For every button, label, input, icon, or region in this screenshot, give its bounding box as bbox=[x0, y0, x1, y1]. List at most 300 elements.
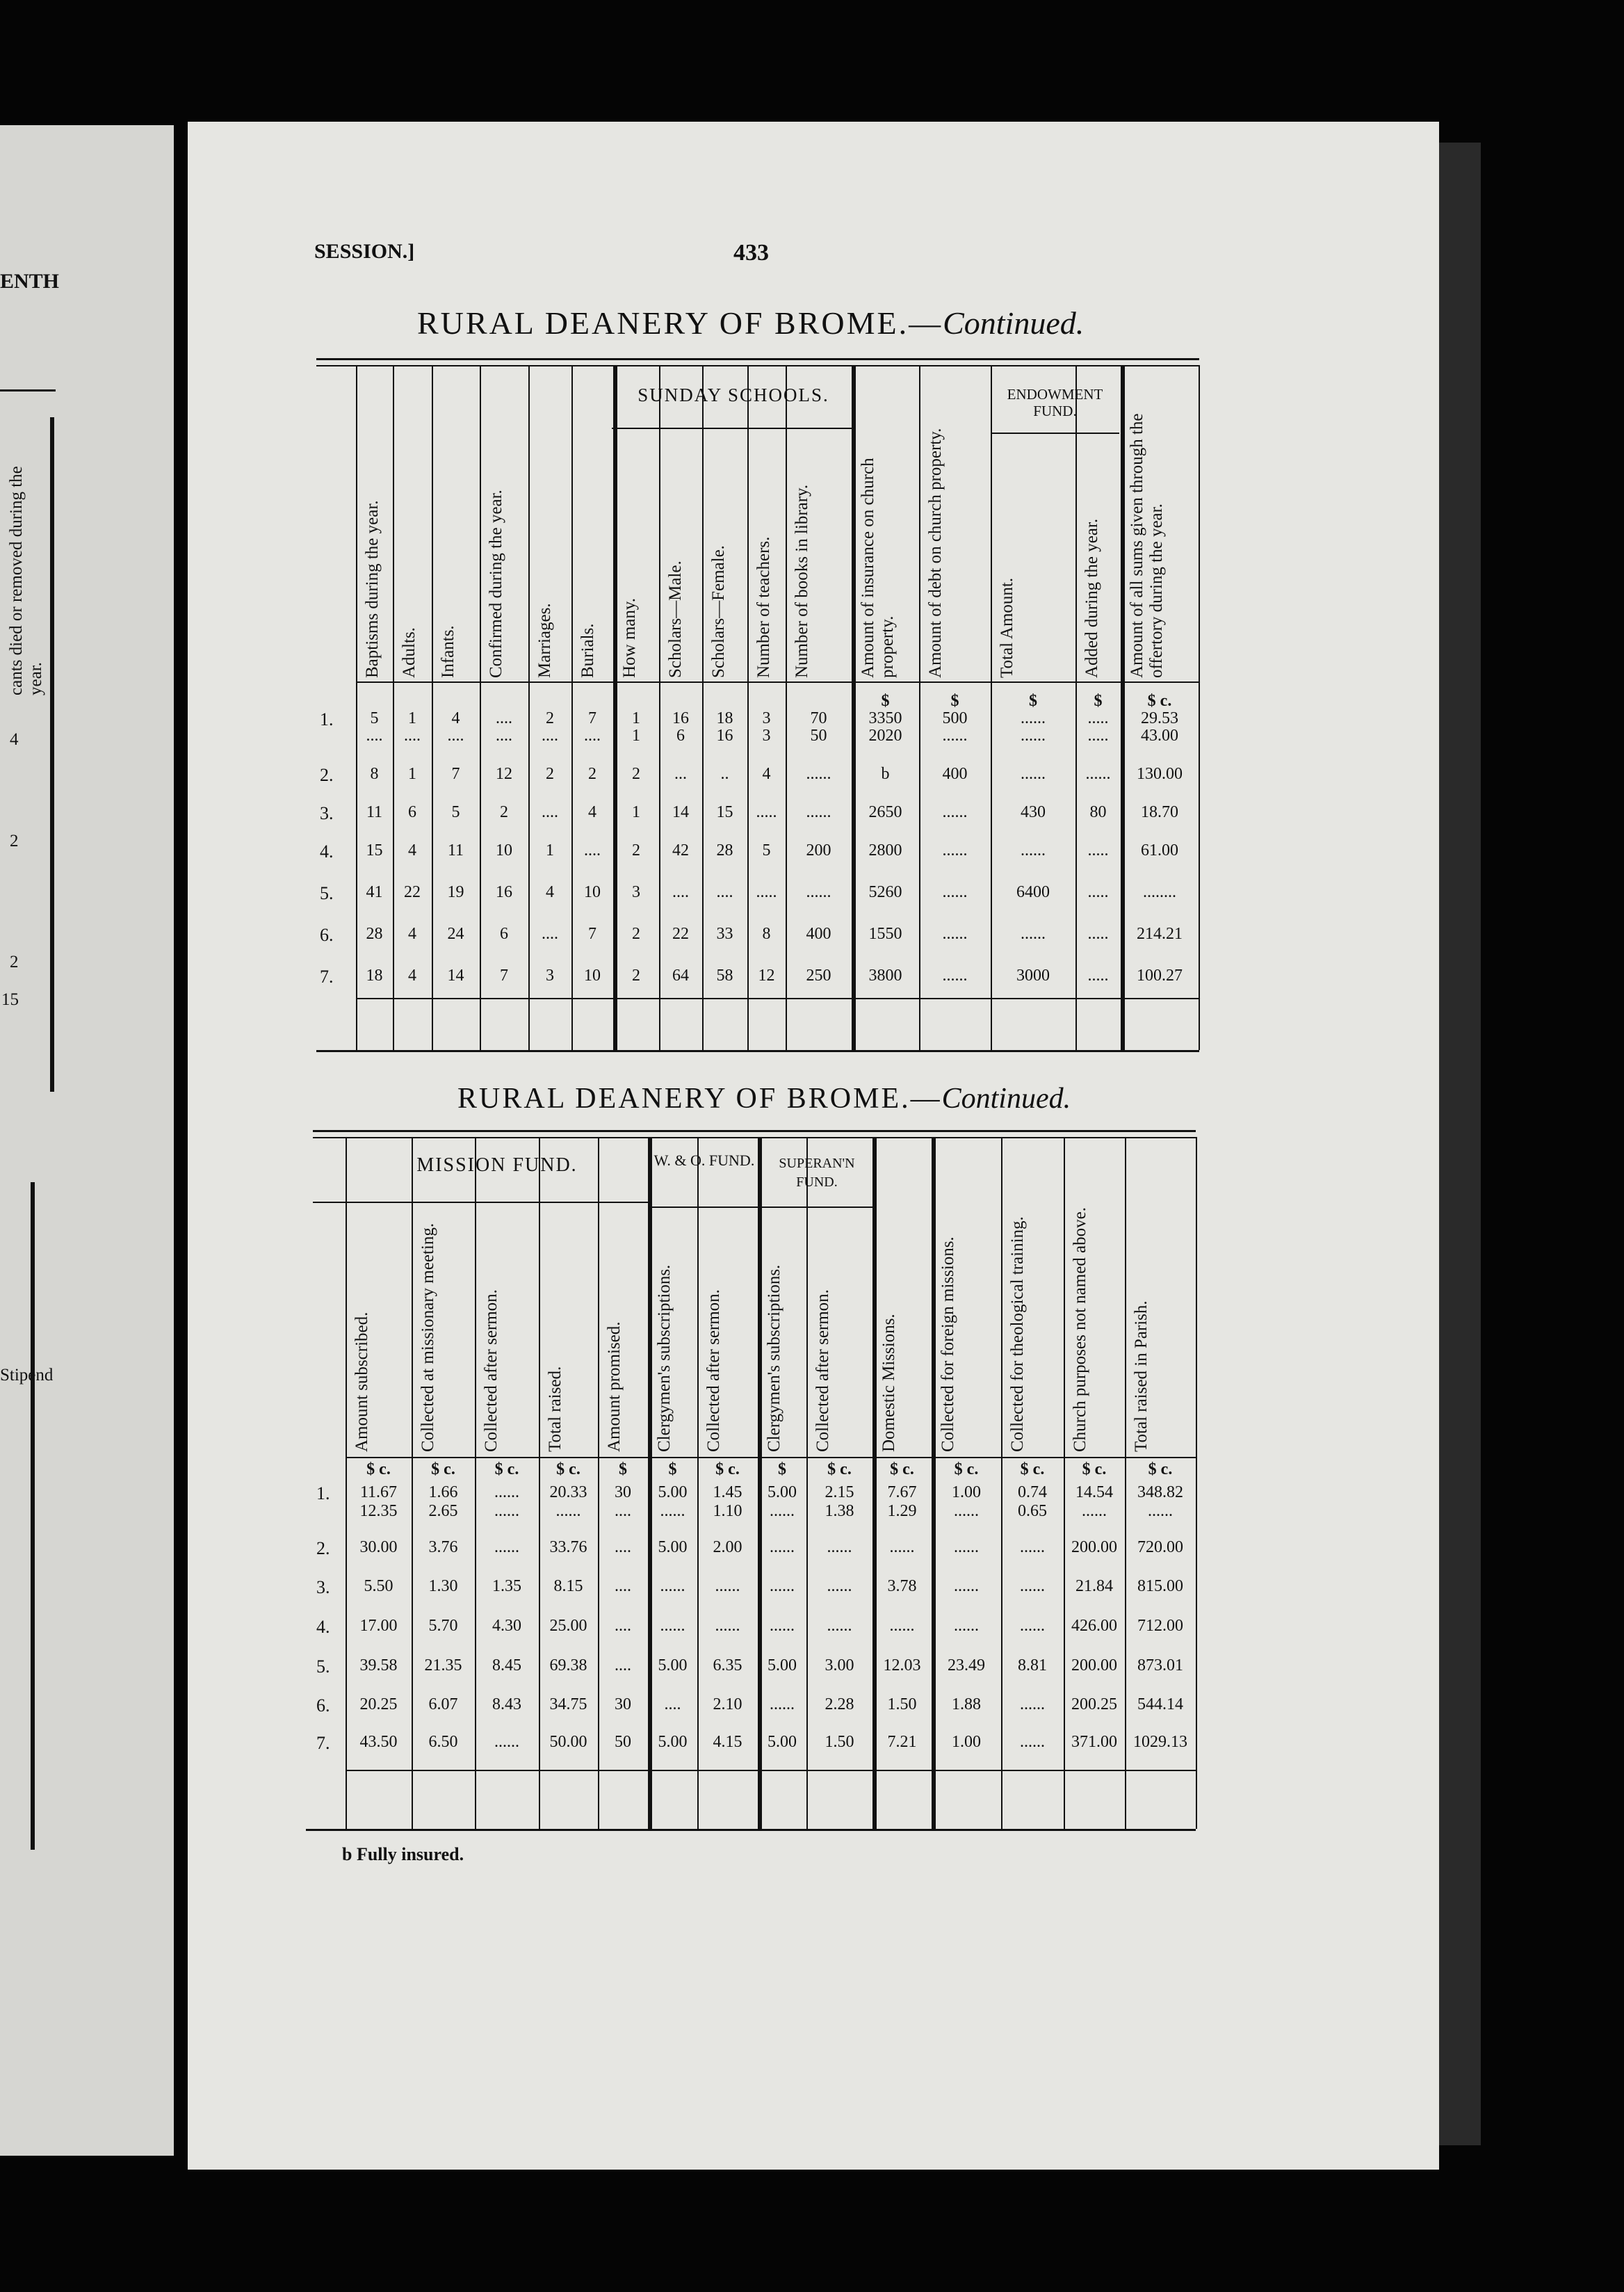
table2-cell: 1.29 bbox=[887, 1502, 917, 1520]
table2-cell: ...... bbox=[770, 1617, 795, 1635]
table1-cell: 19 bbox=[447, 883, 464, 901]
table2-cell: ...... bbox=[660, 1617, 685, 1635]
table1-cell: 4 bbox=[408, 841, 416, 860]
table1-currency-label: $ bbox=[1029, 692, 1037, 710]
table2-row-number: 6. bbox=[316, 1695, 330, 1716]
table1-cell: 5 bbox=[762, 841, 771, 860]
table2-cell: ...... bbox=[954, 1577, 979, 1595]
table2-cell: 6.07 bbox=[428, 1695, 458, 1713]
table1-cell: 4 bbox=[408, 925, 416, 943]
table2-currency-label: $ c. bbox=[827, 1460, 852, 1478]
table2-cell: 8.43 bbox=[492, 1695, 521, 1713]
table1-cell: 2 bbox=[632, 841, 640, 860]
table2-cell: ...... bbox=[1020, 1617, 1045, 1635]
table1-cell: 70 bbox=[810, 709, 827, 727]
table2-cell: 39.58 bbox=[359, 1656, 398, 1674]
endowment-group-rule bbox=[991, 433, 1119, 434]
table2-column-divider bbox=[1196, 1137, 1197, 1829]
table2-row-number: 1. bbox=[316, 1483, 330, 1503]
table1-cell: 2 bbox=[632, 925, 640, 943]
table2-column-header: Total raised. bbox=[546, 1366, 565, 1452]
table1-cell: ... bbox=[674, 765, 687, 783]
table2-title bbox=[457, 1082, 1071, 1115]
table1-cell: 10 bbox=[496, 841, 512, 860]
table2-cell: 11.67 bbox=[359, 1483, 398, 1501]
table2-cell: ...... bbox=[770, 1502, 795, 1520]
table2-cell: 50.00 bbox=[549, 1733, 587, 1751]
left-value: 4 bbox=[10, 730, 19, 749]
table1-cell: 4 bbox=[546, 883, 554, 901]
left-rule bbox=[0, 389, 56, 392]
table1-cell: ...... bbox=[806, 765, 831, 783]
table2-cell: 12.35 bbox=[359, 1502, 398, 1520]
table2-cell: 30 bbox=[615, 1695, 631, 1713]
table2-cell: ...... bbox=[954, 1538, 979, 1556]
table2-cell: 6.50 bbox=[428, 1733, 458, 1751]
table1-cell: 2 bbox=[632, 765, 640, 783]
table1-cell: .... bbox=[496, 709, 512, 727]
left-border-lower bbox=[31, 1182, 35, 1850]
table1-cell: 29.53 bbox=[1141, 709, 1178, 727]
table1-cell: 7 bbox=[500, 967, 508, 985]
table2-cell: ...... bbox=[494, 1502, 519, 1520]
table1-column-divider bbox=[432, 365, 433, 1050]
table1-column-header: Adults. bbox=[400, 627, 419, 678]
table1-column-header: Marriages. bbox=[535, 603, 554, 678]
table2-cell: 20.25 bbox=[359, 1695, 398, 1713]
table2-cell: 1.45 bbox=[713, 1483, 742, 1501]
table1-cell: 500 bbox=[942, 709, 968, 727]
table1-cell: 2 bbox=[546, 765, 554, 783]
table1-cell: 1 bbox=[632, 803, 640, 821]
table1-cell: .... bbox=[584, 727, 601, 745]
table1-cell: 1550 bbox=[868, 925, 902, 943]
table1-cell: 7 bbox=[588, 925, 596, 943]
table2-cell: ...... bbox=[770, 1577, 795, 1595]
table1-cell: 10 bbox=[584, 967, 601, 985]
table1-cell: 214.21 bbox=[1137, 925, 1183, 943]
table2-cell: 33.76 bbox=[549, 1538, 587, 1556]
table2-row-number: 2. bbox=[316, 1538, 330, 1558]
left-bottom-header: Stipend bbox=[0, 1366, 54, 1385]
book-edge bbox=[1439, 143, 1481, 2145]
mission-fund-group-header: MISSION FUND. bbox=[416, 1154, 578, 1176]
table2-cell: 5.00 bbox=[658, 1483, 688, 1501]
table1-cell: ...... bbox=[1021, 841, 1046, 860]
table1-column-divider bbox=[571, 365, 573, 1050]
table1-cell: 2 bbox=[500, 803, 508, 821]
table1-cell: 11 bbox=[447, 841, 464, 860]
table1-column-header: Total Amount. bbox=[998, 577, 1016, 678]
table1-cell: 33 bbox=[716, 925, 733, 943]
table1-cell: ...... bbox=[1021, 709, 1046, 727]
table2-cell: .... bbox=[615, 1577, 631, 1595]
table2-cell: 2.10 bbox=[713, 1695, 742, 1713]
table2-column-header: Collected for foreign missions. bbox=[939, 1236, 957, 1452]
table2-cell: 426.00 bbox=[1071, 1617, 1117, 1635]
table2-cell: ...... bbox=[889, 1538, 915, 1556]
table2-cell: ...... bbox=[1020, 1577, 1045, 1595]
wo-fund-group-header: W. & O. FUND. bbox=[653, 1152, 755, 1169]
table1-cell: 61.00 bbox=[1141, 841, 1178, 860]
table2-cell: 69.38 bbox=[549, 1656, 587, 1674]
table2-cell: ...... bbox=[715, 1617, 740, 1635]
table2-cell: 1029.13 bbox=[1133, 1733, 1187, 1751]
table2-cell: 2.28 bbox=[825, 1695, 854, 1713]
table2-column-header: Clergymen's subscriptions. bbox=[655, 1264, 674, 1452]
table2-currency-label: $ bbox=[778, 1460, 786, 1478]
table2-cell: 5.00 bbox=[768, 1483, 797, 1501]
table2-cell: ...... bbox=[770, 1538, 795, 1556]
table1-cell: ...... bbox=[806, 883, 831, 901]
table1-cell: 24 bbox=[447, 925, 464, 943]
table1-column-header: How many. bbox=[620, 597, 639, 678]
table1-cell: 3800 bbox=[868, 967, 902, 985]
table2-cell: 17.00 bbox=[359, 1617, 398, 1635]
table1-cell: 2800 bbox=[868, 841, 902, 860]
left-page-header-fragment: ENTH bbox=[0, 270, 60, 293]
table2-title-continued: Continued. bbox=[941, 1083, 1071, 1115]
table2-cell: 1.66 bbox=[428, 1483, 458, 1501]
table2-row-number: 3. bbox=[316, 1577, 330, 1597]
table2-cell: 1.00 bbox=[952, 1733, 981, 1751]
table2-bottom-rule bbox=[306, 1829, 1196, 1831]
table1-cell: 10 bbox=[584, 883, 601, 901]
table2-currency-label: $ c. bbox=[366, 1460, 391, 1478]
table1-cell: 100.27 bbox=[1137, 967, 1183, 985]
table2-column-header: Collected at missionary meeting. bbox=[419, 1222, 437, 1452]
table2-cell: 815.00 bbox=[1137, 1577, 1183, 1595]
table1-cell: 1 bbox=[632, 727, 640, 745]
table1-cell: ...... bbox=[942, 727, 968, 745]
left-value: 2 bbox=[10, 953, 19, 971]
table1-cell: 16 bbox=[496, 883, 512, 901]
table1-column-divider bbox=[786, 365, 787, 1050]
table2-currency-label: $ c. bbox=[494, 1460, 519, 1478]
table1-cell: 4 bbox=[408, 967, 416, 985]
endowment-fund-group-header: ENDOWMENT FUND. bbox=[1007, 386, 1103, 419]
table1-cell: 28 bbox=[716, 841, 733, 860]
table2-cell: 30 bbox=[615, 1483, 631, 1501]
table1-cell: .... bbox=[404, 727, 421, 745]
table1-cell: ...... bbox=[1085, 765, 1111, 783]
table2-cell: ...... bbox=[827, 1577, 852, 1595]
table2-cell: ...... bbox=[494, 1483, 519, 1501]
table2-row-number: 7. bbox=[316, 1733, 330, 1753]
table2-cell: ...... bbox=[715, 1577, 740, 1595]
sunday-group-rule bbox=[612, 428, 852, 429]
table2-cell: 50 bbox=[615, 1733, 631, 1751]
table1-cell: 43.00 bbox=[1141, 727, 1178, 745]
left-border bbox=[50, 417, 54, 1092]
table1-cell: 1 bbox=[546, 841, 554, 860]
table2-cell: 4.30 bbox=[492, 1617, 521, 1635]
table2-cell: 14.54 bbox=[1075, 1483, 1113, 1501]
sunday-schools-group-header: SUNDAY SCHOOLS. bbox=[638, 385, 829, 405]
table2-cell: 371.00 bbox=[1071, 1733, 1117, 1751]
table2-cell: 2.65 bbox=[428, 1502, 458, 1520]
table1-column-divider-bold bbox=[613, 365, 617, 1050]
table2-cell: ...... bbox=[660, 1502, 685, 1520]
table1-rows-rule bbox=[356, 998, 1199, 999]
table2-cell: 200.00 bbox=[1071, 1656, 1117, 1674]
table2-cell: 1.10 bbox=[713, 1502, 742, 1520]
table2-cell: 8.15 bbox=[553, 1577, 583, 1595]
page-number: 433 bbox=[733, 240, 769, 266]
table2-currency-label: $ c. bbox=[715, 1460, 740, 1478]
table1-column-header: Amount of insurance on church property. bbox=[859, 458, 897, 678]
session-label: SESSION.] bbox=[314, 240, 415, 263]
table2-column-header: Collected after sermon. bbox=[482, 1289, 501, 1452]
superan-fund-group-header: SUPERAN'N FUND. bbox=[779, 1156, 855, 1190]
table1-cell: 22 bbox=[672, 925, 689, 943]
table2-cell: 200.25 bbox=[1071, 1695, 1117, 1713]
left-column-header: cants died or removed during the year. bbox=[7, 466, 45, 695]
table2-row-number: 5. bbox=[316, 1656, 330, 1677]
table1-title-main: RURAL DEANERY OF BROME.— bbox=[417, 305, 943, 341]
table2-rows-rule bbox=[346, 1770, 1196, 1771]
table1-column-header: Added during the year. bbox=[1082, 518, 1101, 678]
table1-top-rule bbox=[316, 358, 1199, 360]
table1-cell: ..... bbox=[1087, 925, 1109, 943]
table2-cell: 348.82 bbox=[1137, 1483, 1183, 1501]
table2-column-header: Clergymen's subscriptions. bbox=[765, 1264, 783, 1452]
table1-cell: 430 bbox=[1021, 803, 1046, 821]
table1-column-header: Infants. bbox=[439, 625, 457, 678]
table1-cell: .... bbox=[496, 727, 512, 745]
table1-cell: .... bbox=[542, 925, 558, 943]
table1-cell: 18 bbox=[366, 967, 383, 985]
table2-cell: 5.50 bbox=[364, 1577, 393, 1595]
table1-cell: 6 bbox=[408, 803, 416, 821]
table2-cell: 30.00 bbox=[359, 1538, 398, 1556]
left-page bbox=[0, 125, 174, 2156]
table1-cell: 7 bbox=[588, 709, 596, 727]
table1-column-divider bbox=[480, 365, 481, 1050]
table1-cell: 4 bbox=[588, 803, 596, 821]
table2-currency-label: $ c. bbox=[1020, 1460, 1045, 1478]
table2-cell: ...... bbox=[954, 1502, 979, 1520]
table1-cell: 400 bbox=[806, 925, 831, 943]
table1-row-number: 3. bbox=[320, 803, 334, 823]
table1-cell: 14 bbox=[672, 803, 689, 821]
table2-cell: 5.00 bbox=[658, 1733, 688, 1751]
table1-cell: 5 bbox=[451, 803, 460, 821]
table1-cell: 5 bbox=[370, 709, 379, 727]
table1-cell: b bbox=[881, 765, 890, 783]
table1-column-divider bbox=[528, 365, 530, 1050]
table1-cell: 2 bbox=[632, 967, 640, 985]
table2-cell: 43.50 bbox=[359, 1733, 398, 1751]
table2-cell: ...... bbox=[1020, 1538, 1045, 1556]
table1-cell: ...... bbox=[942, 803, 968, 821]
table2-cell: 8.45 bbox=[492, 1656, 521, 1674]
table2-cell: 0.74 bbox=[1018, 1483, 1047, 1501]
table2-cell: 5.00 bbox=[658, 1656, 688, 1674]
table2-cell: 8.81 bbox=[1018, 1656, 1047, 1674]
table1-cell: ..... bbox=[1087, 727, 1109, 745]
table2-cell: 21.35 bbox=[424, 1656, 462, 1674]
table1-cell: .... bbox=[672, 883, 689, 901]
table1-column-header: Burials. bbox=[578, 623, 597, 678]
table2-cell: ...... bbox=[1148, 1502, 1173, 1520]
table2-cell: 3.76 bbox=[428, 1538, 458, 1556]
table2-cell: ...... bbox=[555, 1502, 581, 1520]
table2-cell: ...... bbox=[770, 1695, 795, 1713]
table2-cell: .... bbox=[615, 1656, 631, 1674]
table1-cell: 130.00 bbox=[1137, 765, 1183, 783]
table1-currency-label: $ bbox=[1094, 692, 1103, 710]
table2-cell: 20.33 bbox=[549, 1483, 587, 1501]
table1-row-number: 6. bbox=[320, 925, 334, 945]
table1-cell: 22 bbox=[404, 883, 421, 901]
table2-cell: 1.50 bbox=[887, 1695, 917, 1713]
table1-column-divider bbox=[747, 365, 749, 1050]
table1-cell: 2020 bbox=[868, 727, 902, 745]
table2-title-main: RURAL DEANERY OF BROME.— bbox=[457, 1083, 942, 1115]
table2-cell: ...... bbox=[827, 1538, 852, 1556]
table1-column-divider bbox=[393, 365, 394, 1050]
table1-column-header: Confirmed during the year. bbox=[487, 490, 505, 678]
table2-cell: 712.00 bbox=[1137, 1617, 1183, 1635]
table1-cell: 12 bbox=[758, 967, 775, 985]
table2-cell: 34.75 bbox=[549, 1695, 587, 1713]
table1-row-number: 2. bbox=[320, 765, 334, 785]
table1-cell: ...... bbox=[942, 883, 968, 901]
table2-cell: 4.15 bbox=[713, 1733, 742, 1751]
table1-column-header: Amount of all sums given through the offertory during the year. bbox=[1128, 413, 1166, 678]
table1-cell: 11 bbox=[366, 803, 383, 821]
table1-row-number: 1. bbox=[320, 709, 334, 729]
table1-cell: 6400 bbox=[1016, 883, 1050, 901]
table1-cell: .... bbox=[542, 803, 558, 821]
table1-cell: 14 bbox=[447, 967, 464, 985]
table2-cell: 7.67 bbox=[887, 1483, 917, 1501]
table2-header-rule bbox=[346, 1457, 1196, 1458]
table2-currency-label: $ c. bbox=[556, 1460, 580, 1478]
table1-cell: 1 bbox=[408, 709, 416, 727]
table1-cell: 2 bbox=[546, 709, 554, 727]
table1-cell: ..... bbox=[1087, 967, 1109, 985]
table1-cell: 42 bbox=[672, 841, 689, 860]
table1-column-header: Number of teachers. bbox=[754, 536, 773, 678]
table1-cell: ..... bbox=[1087, 709, 1109, 727]
table1-cell: 58 bbox=[716, 967, 733, 985]
table1-currency-label: $ bbox=[881, 692, 890, 710]
table2-column-header: Collected for theological training. bbox=[1008, 1216, 1027, 1452]
table2-cell: 12.03 bbox=[883, 1656, 921, 1674]
table2-cell: 3.78 bbox=[887, 1577, 917, 1595]
table2-currency-label: $ c. bbox=[1082, 1460, 1107, 1478]
table1-column-divider bbox=[356, 365, 357, 1050]
table1-cell: 8 bbox=[762, 925, 771, 943]
table1-cell: 400 bbox=[942, 765, 968, 783]
table1-cell: 18 bbox=[716, 709, 733, 727]
table1-cell: ...... bbox=[1021, 925, 1046, 943]
table2-column-header: Amount subscribed. bbox=[352, 1312, 371, 1452]
table1-row-number: 4. bbox=[320, 841, 334, 862]
table2-cell: 5.00 bbox=[768, 1656, 797, 1674]
table2-row-number: 4. bbox=[316, 1617, 330, 1637]
table1-cell: 41 bbox=[366, 883, 383, 901]
table1-cell: ........ bbox=[1143, 883, 1176, 901]
table2-cell: 2.00 bbox=[713, 1538, 742, 1556]
table1-column-header: Baptisms during the year. bbox=[363, 500, 382, 678]
table1-cell: 6 bbox=[500, 925, 508, 943]
table2-cell: ...... bbox=[889, 1617, 915, 1635]
table1-cell: 15 bbox=[366, 841, 383, 860]
table2-cell: ...... bbox=[1020, 1733, 1045, 1751]
table1-title-continued: Continued. bbox=[943, 305, 1085, 341]
table2-column-header: Domestic Missions. bbox=[879, 1314, 898, 1452]
table2-cell: ...... bbox=[954, 1617, 979, 1635]
table2-cell: .... bbox=[664, 1695, 681, 1713]
table2-cell: 5.00 bbox=[768, 1733, 797, 1751]
table1-bottom-rule bbox=[316, 1050, 1199, 1052]
table1-column-divider bbox=[1199, 365, 1200, 1050]
table2-currency-label: $ c. bbox=[431, 1460, 455, 1478]
table2-currency-label: $ bbox=[619, 1460, 627, 1478]
table2-column-header: Amount promised. bbox=[605, 1321, 624, 1452]
table2-column-header: Church purposes not named above. bbox=[1071, 1206, 1089, 1452]
table2-cell: ...... bbox=[494, 1538, 519, 1556]
table1-column-header: Number of books in library. bbox=[793, 484, 811, 678]
table1-cell: 7 bbox=[451, 765, 460, 783]
table2-cell: 200.00 bbox=[1071, 1538, 1117, 1556]
table1-cell: 3 bbox=[632, 883, 640, 901]
table2-cell: 7.21 bbox=[887, 1733, 917, 1751]
table2-cell: 21.84 bbox=[1075, 1577, 1113, 1595]
table2-cell: 720.00 bbox=[1137, 1538, 1183, 1556]
table1-cell: 3350 bbox=[868, 709, 902, 727]
table1-cell: 3000 bbox=[1016, 967, 1050, 985]
table1-cell: 2 bbox=[588, 765, 596, 783]
table1-currency-label: $ c. bbox=[1147, 692, 1172, 710]
table2-cell: 1.88 bbox=[952, 1695, 981, 1713]
superan-group-rule bbox=[761, 1206, 872, 1208]
table1-cell: 28 bbox=[366, 925, 383, 943]
table2-top-rule bbox=[313, 1130, 1196, 1132]
table2-cell: 2.15 bbox=[825, 1483, 854, 1501]
table1-cell: ...... bbox=[1021, 727, 1046, 745]
table1-cell: 3 bbox=[762, 709, 771, 727]
table2-currency-label: $ c. bbox=[890, 1460, 914, 1478]
table2-cell: 1.50 bbox=[825, 1733, 854, 1751]
table2-column-header: Collected after sermon. bbox=[813, 1289, 832, 1452]
table1-cell: 64 bbox=[672, 967, 689, 985]
table2-currency-label: $ c. bbox=[954, 1460, 979, 1478]
table2-cell: ...... bbox=[1020, 1695, 1045, 1713]
table2-column-header: Collected after sermon. bbox=[704, 1289, 723, 1452]
table1-cell: 6 bbox=[676, 727, 685, 745]
mission-group-rule bbox=[313, 1202, 650, 1203]
table1-cell: .... bbox=[366, 727, 383, 745]
table2-cell: ...... bbox=[660, 1577, 685, 1595]
table2-cell: 873.01 bbox=[1137, 1656, 1183, 1674]
table1-cell: 15 bbox=[716, 803, 733, 821]
table1-cell: 80 bbox=[1089, 803, 1107, 821]
table2-currency-label: $ c. bbox=[1148, 1460, 1173, 1478]
left-value: 2 bbox=[10, 832, 19, 850]
table2-column-header: Total raised in Parish. bbox=[1132, 1300, 1151, 1452]
table1-cell: .... bbox=[584, 841, 601, 860]
table1-cell: ..... bbox=[1087, 883, 1109, 901]
table1-cell: ...... bbox=[1021, 765, 1046, 783]
table1-column-divider bbox=[702, 365, 704, 1050]
table1-column-header: Amount of debt on church property. bbox=[926, 428, 945, 678]
table2-cell: 23.49 bbox=[948, 1656, 985, 1674]
table1-cell: .... bbox=[716, 883, 733, 901]
